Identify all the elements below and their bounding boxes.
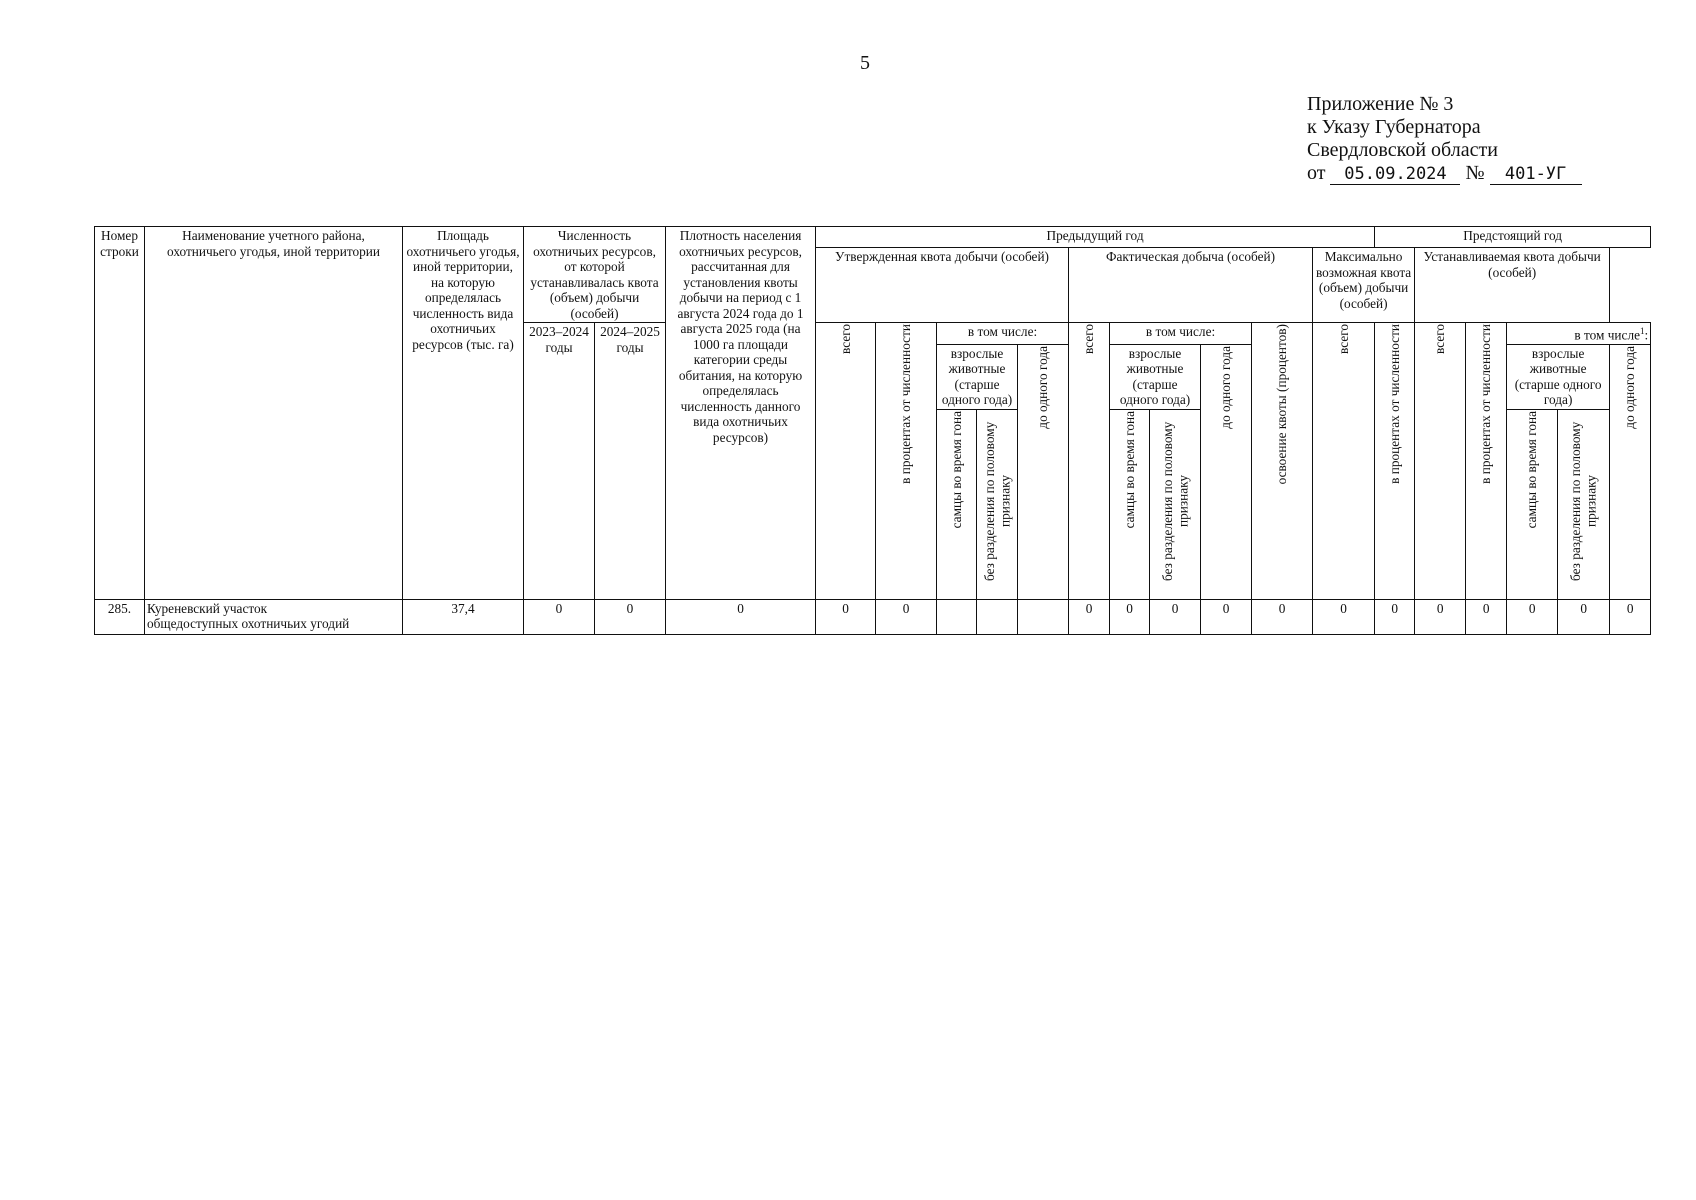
appendix-region: Свердловской области [1307,139,1498,161]
appr-percent-header: в процентах от численности [876,323,937,600]
appr-total-header: всего [816,323,876,600]
appr-males-header: самцы во время гона [937,409,977,599]
row-max-total: 0 [1313,599,1375,634]
row-set-total: 0 [1415,599,1466,634]
appr-nosex-header: без разделения по половому признаку [977,409,1018,599]
header-max-quota: Максимально возможная квота (объем) добычи (особей) [1313,248,1415,323]
act-total-header: всего [1069,323,1110,600]
appendix-block [1307,93,1582,185]
row-max-percent: 0 [1375,599,1415,634]
header-count-2024: 2024–2025 годы [595,323,666,600]
act-adults-header: взрослые животные (старше одного года) [1110,344,1201,409]
row-area: 37,4 [403,599,524,634]
row-count-2024: 0 [595,599,666,634]
row-appr-total: 0 [816,599,876,634]
act-under-header: до одного года [1201,344,1252,599]
quota-table [94,226,1651,635]
set-nosex-header: без разделения по половому признаку [1558,409,1610,599]
header-previous-year: Предыдущий год [816,227,1375,248]
act-males-header: самцы во время гона [1110,409,1150,599]
appr-adults-header: взрослые животные (старше одного года) [937,344,1018,409]
act-nosex-header: без разделения по половому признаку [1150,409,1201,599]
set-adults-header: взрослые животные (старше одного года) [1507,344,1610,409]
set-under-header: до одного года [1610,344,1651,599]
table-row [95,599,1651,634]
row-density: 0 [666,599,816,634]
row-appr-under [1018,599,1069,634]
date-prefix: от [1307,162,1326,184]
act-including-header: в том числе: [1110,323,1252,345]
page-number: 5 [860,52,870,74]
row-num: 285. [95,599,145,634]
header-row-1 [95,227,1651,248]
header-count-2023: 2023–2024 годы [524,323,595,600]
set-percent-header: в процентах от численности [1466,323,1507,600]
decree-date: 05.09.2024 [1330,164,1460,185]
header-area: Площадь охотничьего угодья, иной территории, на которую определялась численность вида охотничьих ресурсов (тыс. га) [403,227,524,600]
row-appr-males [937,599,977,634]
max-total-header: всего [1313,323,1375,600]
max-percent-header: в процентах от численности [1375,323,1415,600]
set-total-header: всего [1415,323,1466,600]
row-set-under: 0 [1610,599,1651,634]
row-act-males: 0 [1110,599,1150,634]
header-set-quota: Устанавливаемая квота добычи (особей) [1415,248,1610,323]
act-use-header: освоение квоты (процентов) [1252,323,1313,600]
number-prefix: № [1465,162,1485,184]
appendix-title: Приложение № 3 [1307,93,1454,115]
set-including-header: в том числе$^1$: [1507,323,1651,345]
appendix-decree: к Указу Губернатора [1307,116,1481,138]
appendix-date-line [1307,162,1582,185]
row-act-use: 0 [1252,599,1313,634]
header-count: Численность охотничьих ресурсов, от которой устанавливалась квота (объем) добычи (особей) [524,227,666,323]
row-act-under: 0 [1201,599,1252,634]
set-males-header: самцы во время гона [1507,409,1558,599]
header-approved-quota: Утвержденная квота добычи (особей) [816,248,1069,323]
row-count-2023: 0 [524,599,595,634]
row-appr-nosex [977,599,1018,634]
appr-including-header: в том числе: [937,323,1069,345]
header-name: Наименование учетного района, охотничьего угодья, иной территории [145,227,403,600]
row-name: Куреневский участок общедоступных охотничьих угодий [145,599,403,634]
appr-under-header: до одного года [1018,344,1069,599]
header-actual-harvest: Фактическая добыча (особей) [1069,248,1313,323]
header-row-number: Номер строки [95,227,145,600]
row-set-males: 0 [1507,599,1558,634]
header-upcoming-year: Предстоящий год [1375,227,1651,248]
row-act-total: 0 [1069,599,1110,634]
row-act-nosex: 0 [1150,599,1201,634]
header-density: Плотность населения охотничьих ресурсов, рассчитанная для установления квоты добычи на период с 1 августа 2024 года до 1 августа 2025 года (на 1000 га площади категории среды обитания, на которую определялась численность данного вида охотничьих ресурсов) [666,227,816,600]
decree-number: 401-УГ [1490,164,1582,185]
row-set-nosex: 0 [1558,599,1610,634]
row-set-percent: 0 [1466,599,1507,634]
row-appr-percent: 0 [876,599,937,634]
